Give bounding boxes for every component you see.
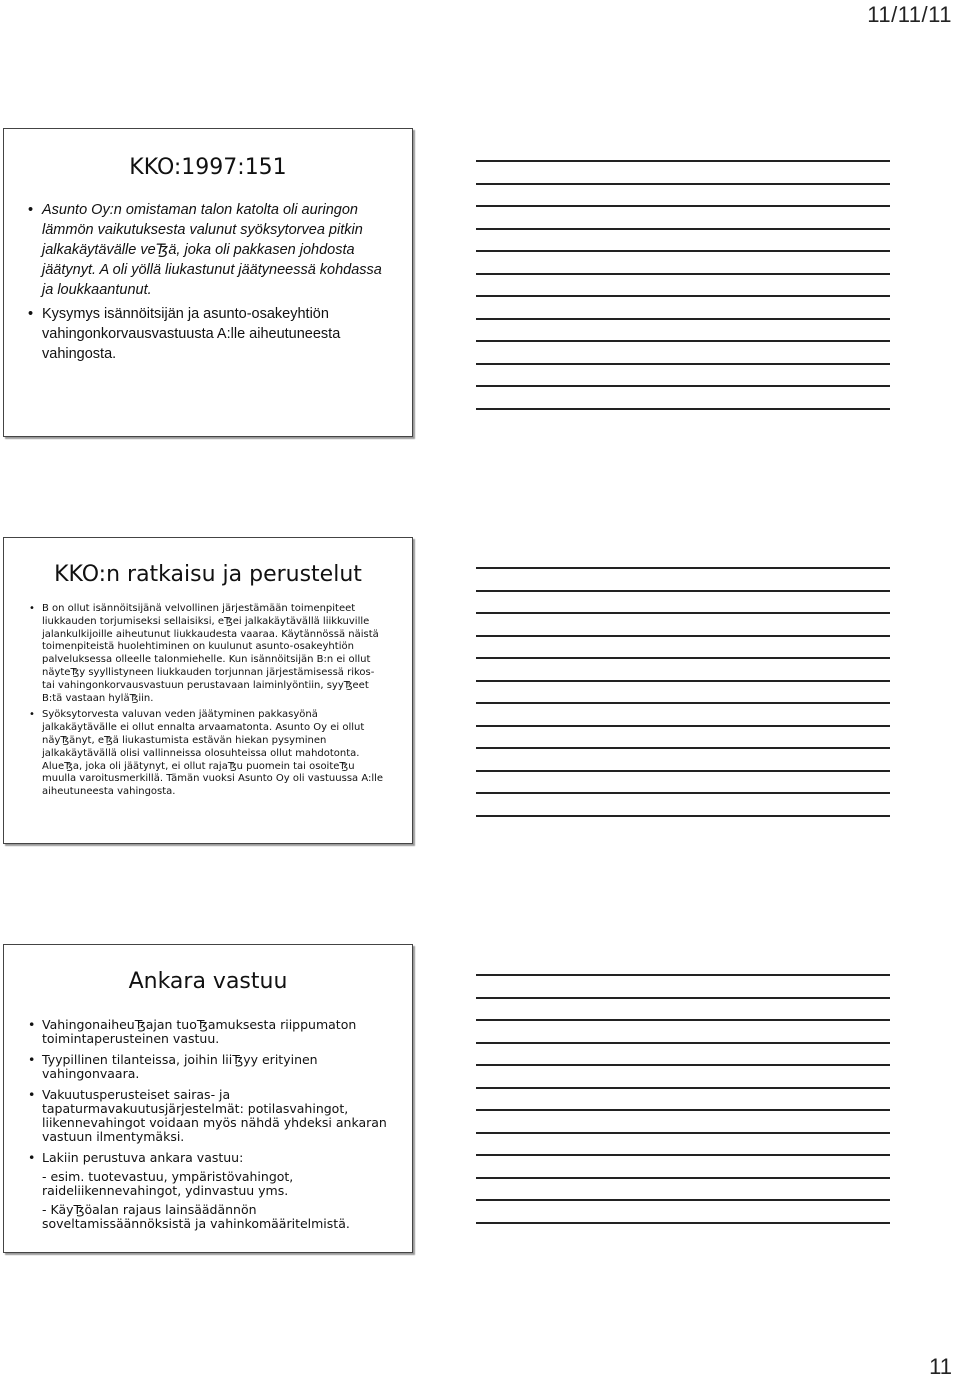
slide-title: KKO:1997:151 bbox=[129, 155, 287, 180]
notes-lines-1 bbox=[476, 160, 890, 430]
note-line bbox=[476, 340, 890, 342]
bullet-item bbox=[42, 1053, 392, 1081]
note-line bbox=[476, 1087, 890, 1089]
bullet-item: • Kysymys isännöitsijän ja asunto-osakeyhtiön vahingonkorvausvastuusta A:lle aiheutuneesta vahingosta. bbox=[42, 304, 390, 364]
note-line bbox=[476, 160, 890, 162]
note-line bbox=[476, 273, 890, 275]
slide-2 bbox=[3, 537, 413, 844]
bullet-text: • Vakuutusperusteiset sairas- ja tapaturmavakuutusjärjestelmät: potilasvahingot, liikennevahingot voidaan myös nähdä yhdeksi ankaran vastuun ilmentymäksi. bbox=[42, 1087, 387, 1144]
note-line bbox=[476, 770, 890, 772]
page-number: 11 bbox=[929, 1354, 952, 1379]
note-line bbox=[476, 250, 890, 252]
note-line bbox=[476, 635, 890, 637]
slide-title: Ankara vastuu bbox=[128, 969, 288, 994]
note-line bbox=[476, 567, 890, 569]
bullet-text: • Tyypillinen tilanteissa, joihin liiꜨyy erityinen vahingonvaara. bbox=[42, 1052, 318, 1081]
page-date: 11/11/11 bbox=[867, 2, 952, 27]
bullet-text: • VahingonaiheuꜨajan tuoꜨamuksesta riippumaton toimintaperusteinen vastuu. bbox=[42, 1017, 357, 1046]
bullet-item: • B on ollut isännöitsijänä velvollinen järjestämään toimenpiteet liukkauden torjumiseksi sellaisiksi, eꜨei jalkakäytävällä liikkuville jalankulkijoille aiheutunut liukkaudesta vaaraa. Käytännössä näistä toimenpiteistä huolehtiminen on kuulunut asunto-osakeyhtiön palveluksessa olleelle talonmiehelle. Kun isännöitsijän B:n ei ollut näyteꜨy syyllistyneen liukkauden torjunnan järjestämisessä rikos- tai vahingonkorvausvastuun perustavaan laiminlyöntiin, syyꜨeet B:tä vastaan hyläꜨiin. bbox=[42, 603, 388, 705]
note-line bbox=[476, 1222, 890, 1224]
bullet-subline: - esim. tuotevastuu, ympäristövahingot, raideliikennevahingot, ydinvastuu yms. bbox=[42, 1169, 294, 1198]
note-line bbox=[476, 1199, 890, 1201]
note-line bbox=[476, 318, 890, 320]
note-line bbox=[476, 228, 890, 230]
slide-title: KKO:n ratkaisu ja perustelut bbox=[54, 562, 362, 587]
note-line bbox=[476, 363, 890, 365]
note-line bbox=[476, 1042, 890, 1044]
note-line bbox=[476, 725, 890, 727]
note-line bbox=[476, 183, 890, 185]
note-line bbox=[476, 1109, 890, 1111]
note-line bbox=[476, 1019, 890, 1021]
note-line bbox=[476, 680, 890, 682]
bullet-item: • Syöksytorvesta valuvan veden jäätyminen pakkasyönä jalkakäytävälle ei ollut ennalta arvaamatonta. Asunto Oy ei ollut näyꜨänyt, eꜨä liukastumista estävän hiekan pysyminen jalkakäytävällä olisi vallinneissa olosuhteissa ollut mahdotonta. AlueꜨa, joka oli jäätynyt, ei ollut rajaꜨu puomein tai osoiteꜨu muulla varoitusmerkillä. Tämän vuoksi Asunto Oy oli vastuussa A:lle aiheutuneesta vahingosta. bbox=[42, 709, 388, 799]
note-line bbox=[476, 385, 890, 387]
slide-1 bbox=[3, 128, 413, 437]
notes-lines-3 bbox=[476, 974, 890, 1244]
bullet-subline: - KäyꜨöalan rajaus lainsäädännön soveltamissäännöksistä ja vahinkomääritelmistä. bbox=[42, 1202, 350, 1231]
bullet-list bbox=[42, 1018, 392, 1231]
note-line bbox=[476, 792, 890, 794]
note-line bbox=[476, 657, 890, 659]
slide-3 bbox=[3, 944, 413, 1253]
note-line bbox=[476, 408, 890, 410]
bullet-item bbox=[42, 1018, 392, 1046]
note-line bbox=[476, 1064, 890, 1066]
bullet-text: • Lakiin perustuva ankara vastuu: bbox=[42, 1150, 244, 1165]
note-line bbox=[476, 702, 890, 704]
note-line bbox=[476, 612, 890, 614]
notes-lines-2 bbox=[476, 567, 890, 837]
note-line bbox=[476, 205, 890, 207]
bullet-item: • Asunto Oy:n omistaman talon katolta oli auringon lämmön vaikutuksesta valunut syöksytorvea pitkin jalkakäytävälle veꜨä, joka oli pakkasen johdosta jäätynyt. A oli yöllä liukastunut jäätyneessä kohdassa ja loukkaantunut. bbox=[42, 200, 390, 300]
note-line bbox=[476, 997, 890, 999]
bullet-list bbox=[42, 603, 388, 799]
bullet-item bbox=[42, 1088, 392, 1144]
note-line bbox=[476, 590, 890, 592]
note-line bbox=[476, 974, 890, 976]
note-line bbox=[476, 815, 890, 817]
note-line bbox=[476, 295, 890, 297]
note-line bbox=[476, 1132, 890, 1134]
note-line bbox=[476, 1154, 890, 1156]
note-line bbox=[476, 1177, 890, 1179]
bullet-list bbox=[42, 200, 390, 364]
bullet-item bbox=[42, 1151, 392, 1231]
note-line bbox=[476, 747, 890, 749]
